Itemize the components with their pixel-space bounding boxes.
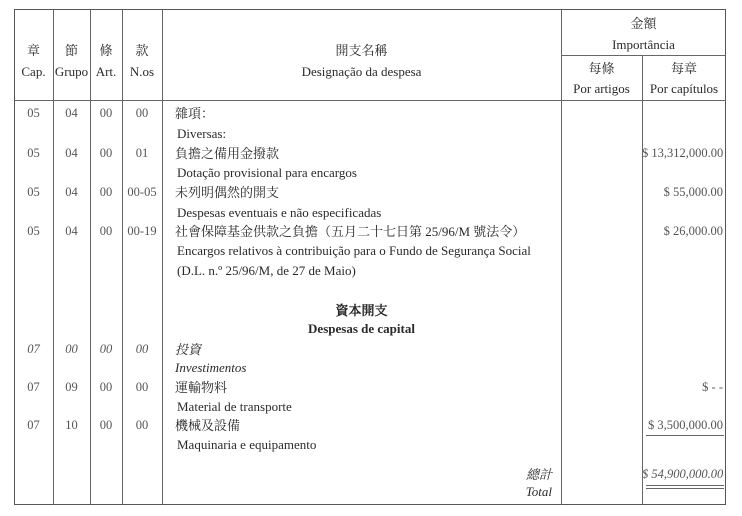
col-divider-artigos: [642, 55, 643, 505]
header-artigos-pt: Por artigos: [573, 81, 630, 96]
col-divider-num: [162, 9, 163, 505]
row-art: 00: [99, 342, 113, 356]
header-num-pt: N.os: [129, 64, 155, 79]
row-cap: 07: [27, 418, 40, 432]
row-cap: 05: [27, 185, 40, 199]
header-num-zh: 款: [135, 43, 149, 58]
row-grupo: 04: [65, 146, 78, 160]
row-art: 00: [99, 106, 113, 120]
row-designacao-pt: Dotação provisional para encargos: [177, 165, 357, 180]
row-designacao-pt: Material de transporte: [177, 399, 292, 414]
row-amount-capitulos: $ - -: [702, 380, 723, 394]
header-bottom-line: [14, 100, 726, 101]
row-designacao-zh: 雜項：: [175, 106, 215, 121]
header-artigos-zh: 每條: [588, 61, 615, 76]
section-heading-pt: Despesas de capital: [308, 321, 415, 336]
row-amount-capitulos: $ 26,000.00: [663, 224, 723, 238]
row-cap: 07: [27, 342, 40, 356]
section-heading-zh: 資本開支: [335, 303, 388, 318]
row-designacao-zh: 未列明偶然的開支: [175, 185, 280, 200]
row-cap: 07: [27, 380, 40, 394]
row-cap: 05: [27, 224, 40, 238]
row-designacao-pt: Encargos relativos à contribuição para o Fundo de Segurança Social: [177, 243, 531, 258]
row-art: 00: [99, 185, 113, 199]
row-num: 00: [135, 342, 149, 356]
row-designacao-pt: Despesas eventuais e não especificadas: [177, 205, 382, 220]
total-label-zh: 總計: [525, 467, 552, 482]
row-grupo: 04: [65, 106, 78, 120]
header-cap-zh: 章: [26, 43, 40, 58]
row-amount-capitulos: $ 3,500,000.00: [648, 418, 723, 432]
amount-header-divider: [561, 55, 726, 56]
row-amount-capitulos: $ 55,000.00: [663, 185, 723, 199]
row-art: 00: [99, 146, 113, 160]
row-designacao-zh: 負擔之備用金撥款: [175, 146, 280, 161]
row-num: 00: [135, 380, 149, 394]
header-designacao-zh: 開支名稱: [335, 43, 388, 58]
header-capitulos-pt: Por capítulos: [649, 81, 719, 96]
row-num: 00: [135, 418, 149, 432]
header-designacao-pt: Designação da despesa: [301, 64, 422, 79]
row-grupo: 10: [65, 418, 78, 432]
total-label-pt: Total: [525, 484, 552, 499]
header-grupo-pt: Grupo: [54, 64, 89, 79]
total-amount: $ 54,900,000.00: [642, 467, 724, 481]
row-grupo: 04: [65, 224, 78, 238]
row-art: 00: [99, 418, 113, 432]
row-art: 00: [99, 380, 113, 394]
row-num: 00: [135, 106, 149, 120]
header-grupo-zh: 節: [64, 43, 78, 58]
row-designacao-zh: 投資: [175, 342, 202, 357]
row-num: 00-19: [127, 224, 157, 238]
row-amount-capitulos: $ 13,312,000.00: [642, 146, 724, 160]
row-art: 00: [99, 224, 113, 238]
row-designacao-pt-cont: (D.L. n.º 25/96/M, de 27 de Maio): [177, 263, 356, 278]
row-num: 01: [135, 146, 149, 160]
row-designacao-pt: Investimentos: [175, 360, 247, 375]
header-amount-zh: 金額: [630, 16, 657, 31]
header-capitulos-zh: 每章: [670, 61, 697, 76]
header-art-pt: Art.: [95, 64, 117, 79]
row-grupo: 04: [65, 185, 78, 199]
row-grupo: 09: [65, 380, 78, 394]
row-cap: 05: [27, 106, 40, 120]
total-double-rule-bottom: [646, 488, 724, 489]
header-cap-pt: Cap.: [21, 64, 46, 79]
row-designacao-pt: Maquinaria e equipamento: [177, 437, 317, 452]
row-designacao-zh: 機械及設備: [175, 418, 241, 433]
row-grupo: 00: [65, 342, 78, 356]
row-designacao-zh: 社會保障基金供款之負擔（五月二十七日第 25/96/M 號法令）: [175, 224, 526, 239]
row-designacao-pt: Diversas:: [177, 126, 227, 141]
total-double-rule-top: [646, 485, 724, 486]
header-amount-pt: Importância: [612, 37, 675, 52]
row-cap: 05: [27, 146, 40, 160]
subtotal-rule: [646, 435, 724, 436]
row-num: 00-05: [127, 185, 157, 199]
row-designacao-zh: 運輸物料: [175, 380, 228, 395]
header-art-zh: 條: [99, 43, 113, 58]
